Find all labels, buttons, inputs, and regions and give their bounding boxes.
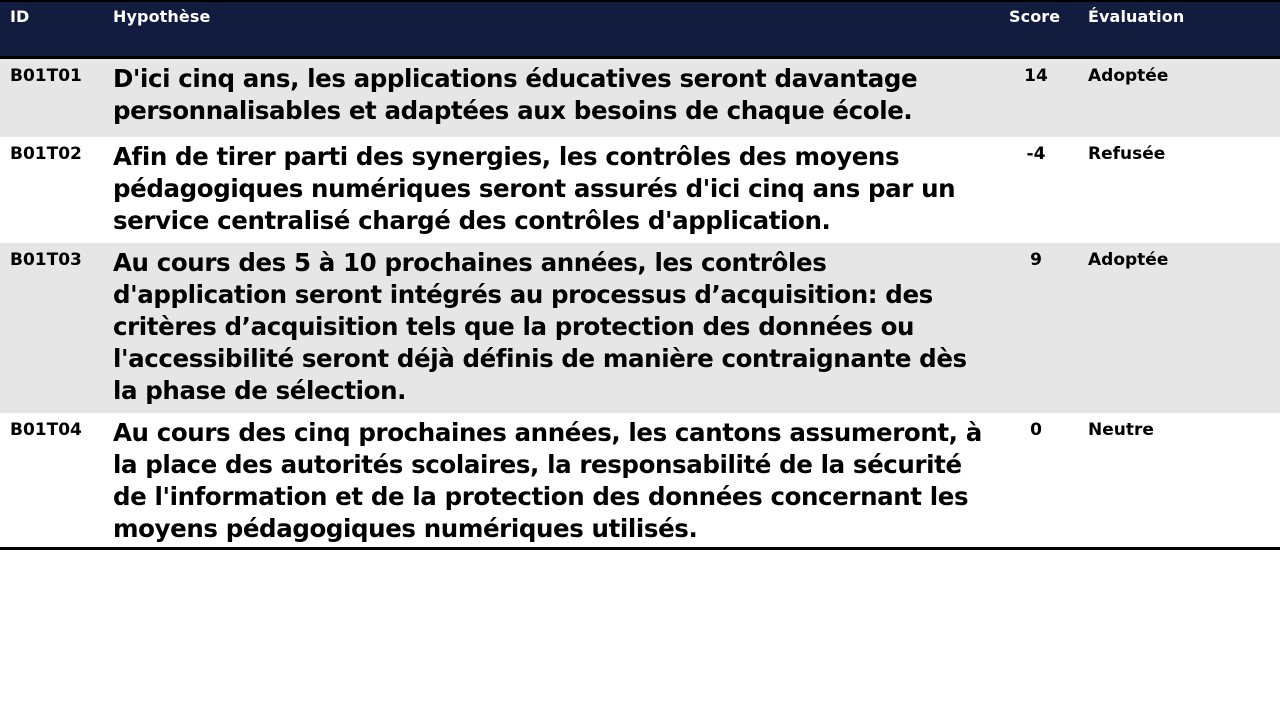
row-id: B01T03 [10, 250, 82, 270]
row-hypothesis: Au cours des 5 à 10 prochaines années, les contrôles d'application seront intégrés au processus d’acquisition: des critères d’acquisition tels que la protection des données ou l'accessibilité seront déjà définis de manière contraignante dès la phase de sélection. [113, 248, 967, 405]
row-hypothesis: D'ici cinq ans, les applications éducatives seront davantage personnalisables et adaptées aux besoins de chaque école. [113, 64, 918, 125]
header-score: Score [1009, 7, 1061, 26]
row-score: 0 [1030, 420, 1042, 440]
row-id: B01T02 [10, 144, 82, 164]
table-row [0, 137, 1280, 243]
header-evaluation: Évaluation [1088, 7, 1185, 26]
row-id: B01T04 [10, 420, 82, 440]
row-evaluation: Refusée [1088, 144, 1166, 164]
header-id: ID [10, 7, 30, 26]
row-hypothesis: Afin de tirer parti des synergies, les contrôles des moyens pédagogiques numériques seront assurés d'ici cinq ans par un service centralisé chargé des contrôles d'application. [113, 142, 956, 235]
table-row [0, 59, 1280, 137]
row-evaluation: Adoptée [1088, 66, 1169, 86]
row-evaluation: Adoptée [1088, 250, 1169, 270]
table-row [0, 413, 1280, 550]
row-evaluation: Neutre [1088, 420, 1154, 440]
row-score: 14 [1024, 66, 1048, 86]
table-header [0, 0, 1280, 59]
row-score: -4 [1026, 144, 1046, 164]
row-hypothesis: Au cours des cinq prochaines années, les cantons assumeront, à la place des autorités scolaires, la responsabilité de la sécurité de l'information et de la protection des données concernant les moyens pédagogiques numériques utilisés. [113, 418, 982, 543]
header-hypothesis: Hypothèse [113, 7, 211, 26]
table-row [0, 243, 1280, 413]
row-id: B01T01 [10, 66, 82, 86]
row-score: 9 [1030, 250, 1042, 270]
